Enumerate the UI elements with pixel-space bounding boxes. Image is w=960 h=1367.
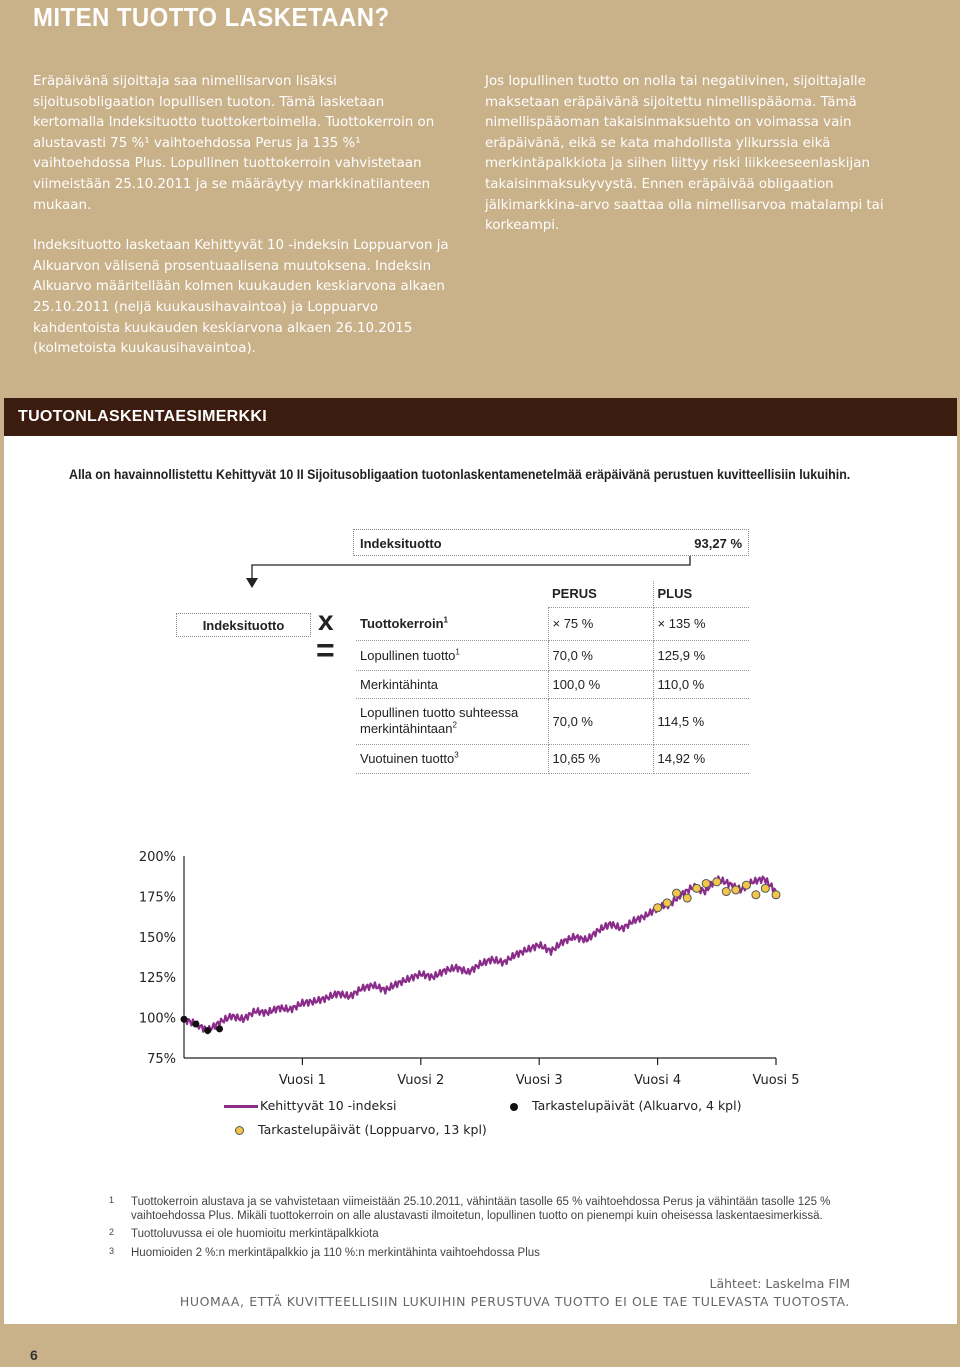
loppu-point [772, 891, 780, 899]
legend-alku-label: Tarkastelupäivät (Alkuarvo, 4 kpl) [532, 1098, 742, 1113]
y-tick-label: 200% [138, 850, 176, 865]
table-row: Lopullinen tuotto suhteessa merkintähintaan$^2$ 70,0 % 114,5 % [356, 698, 749, 744]
legend-line-swatch [224, 1105, 258, 1108]
alku-point [192, 1021, 199, 1028]
sources: Lähteet: Laskelma FIM [709, 1276, 850, 1291]
index-return-label: Indeksituotto [360, 536, 442, 551]
loppu-point [713, 878, 721, 886]
legend-line-item [224, 1098, 396, 1113]
loppu-point [693, 884, 701, 892]
row-label: Vuotuinen tuotto [360, 751, 455, 766]
loppu-point [673, 889, 681, 897]
row-perus: 70,0 % [548, 640, 653, 670]
col-plus: PLUS [653, 581, 749, 607]
row-perus: 100,0 % [548, 670, 653, 698]
row-perus: 70,0 % [548, 698, 653, 744]
x-tick-label: Vuosi 3 [515, 1073, 563, 1088]
legend-line-label: Kehittyvät 10 -indeksi [260, 1098, 397, 1113]
loppu-point [654, 904, 662, 912]
y-tick-label: 125% [138, 971, 176, 987]
row-plus: 14,92 % [653, 744, 749, 773]
loppu-point [702, 879, 710, 887]
alku-point [204, 1027, 211, 1034]
example-panel [4, 398, 957, 1324]
page-title: MITEN TUOTTO LASKETAAN? [33, 2, 390, 32]
row-label: Merkintähinta [360, 676, 439, 692]
alku-point [216, 1025, 223, 1032]
x-tick-label: Vuosi 4 [634, 1073, 682, 1088]
intro-paragraph: Jos lopullinen tuotto on nolla tai negatiivinen, sijoittajalle maksetaan eräpäivänä sijoitettu nimellispääoma. Tämä nimellispääoman takaisinmaksuehto on voimassa vain eräpäivänä, eikä se kata mahdollista ylikurssia eikä merkintäpalkkiota ja siihen liittyy riski liikkeeseenlaskijan takaisinmaksukyvystä. Ennen eräpäivää obligaation jälkimarkkina-arvo saattaa olla nimellisarvoa matalampi tai korkeampi. [485, 74, 884, 234]
y-tick-label: 75% [147, 1052, 176, 1067]
index-return-value: 93,27 % [694, 536, 742, 551]
footnote: 2 Tuottoluvussa ei ole huomioitu merkintäpalkkiota [109, 1227, 379, 1240]
index-return-left-box: Indeksituotto [176, 613, 311, 637]
footnotes [109, 1196, 869, 1265]
index-chart [4, 398, 957, 1098]
legend-loppu-swatch [235, 1126, 244, 1135]
loppu-point [742, 881, 750, 889]
y-tick-label: 150% [138, 930, 176, 946]
row-label: Tuottokerroin [360, 615, 444, 631]
table-row: Vuotuinen tuotto$^3$ 10,65 % 14,92 % [356, 744, 749, 773]
y-tick-label: 100% [138, 1011, 176, 1027]
loppu-point [752, 891, 760, 899]
loppu-point [663, 899, 671, 907]
intro-right-column [485, 72, 905, 257]
panel-subtitle: Alla on havainnollistettu Kehittyvät 10 II Sijoitusobligaation tuotonlaskentamenetelmää eräpäivänä perustuen kuvitteellisiin lukuihin. [69, 467, 851, 482]
intro-paragraph: Eräpäivänä sijoittaja saa nimellisarvon lisäksi sijoitusobligaation lopullisen tuoton. Tämä lasketaan kertomalla Indeksituotto tuottokertoimella. Tuottokerroin on alustavasti 75 %¹ vaihtoehdossa Perus ja 135 %¹ vaihtoehdossa Plus. Lopullinen tuottokerroin vahvistetaan viimeistään 25.10.2011 ja se määräytyy markkinatilanteen mukaan. [33, 74, 435, 213]
legend-loppu-label: Tarkastelupäivät (Loppuarvo, 13 kpl) [258, 1122, 487, 1137]
disclaimer-note: HUOMAA, ETTÄ KUVITTEELLISIIN LUKUIHIN PERUSTUVA TUOTTO EI OLE TAE TULEVASTA TUOTOSTA. [179, 1294, 850, 1309]
loppu-point [722, 888, 730, 896]
row-plus: × 135 % [653, 607, 749, 640]
multiply-icon: x [318, 605, 334, 636]
alku-point [181, 1016, 188, 1023]
legend-loppu-item [235, 1122, 487, 1137]
intro-paragraph: Indeksituotto lasketaan Kehittyvät 10 -indeksin Loppuarvon ja Alkuarvon välisenä prosentuaalisena muutoksena. Indeksin Alkuarvo määritellään kolmen kuukauden keskiarvona alkaen 25.10.2011 (neljä kuukausihavaintoa) ja Loppuarvo kahdentoista kuukauden keskiarvona alkaen 26.10.2015 (kolmetoista kuukausihavaintoa). [33, 238, 449, 357]
row-perus: 10,65 % [548, 744, 653, 773]
col-perus: PERUS [548, 581, 653, 607]
legend-alku-item [510, 1098, 741, 1113]
table-row: Tuottokerroin$^1$ × 75 % × 135 % [356, 607, 749, 640]
row-plus: 110,0 % [653, 670, 749, 698]
intro-left-column [33, 72, 453, 380]
loppu-point [732, 886, 740, 894]
footnote: 3 Huomioiden 2 %:n merkintäpalkkio ja 110 %:n merkintähinta vaihtoehdossa Plus [109, 1245, 540, 1259]
y-tick-label: 175% [138, 890, 176, 906]
equals-icon: = [316, 632, 335, 668]
x-tick-label: Vuosi 1 [278, 1073, 326, 1088]
row-plus: 125,9 % [653, 640, 749, 670]
page-number: 6 [30, 1347, 38, 1363]
row-plus: 114,5 % [653, 698, 749, 744]
loppu-point [761, 884, 769, 892]
table-row: Lopullinen tuotto$^1$ 70,0 % 125,9 % [356, 640, 749, 670]
loppu-point [683, 894, 691, 902]
row-label: Lopullinen tuotto [360, 647, 456, 663]
x-tick-label: Vuosi 2 [397, 1073, 445, 1088]
legend-alku-swatch [510, 1103, 518, 1111]
row-perus: × 75 % [548, 607, 653, 640]
x-tick-label: Vuosi 5 [752, 1073, 800, 1088]
panel-header-title: TUOTONLASKENTAESIMERKKI [18, 408, 267, 425]
footnote: 1 Tuottokerroin alustava ja se vahvistetaan viimeistään 25.10.2011, vähintään tasolle 65 % vaihtoehdossa Perus ja vähintään tasolle 125 % vaihtoehdossa Plus. Mikäli tuottokerroin on alle alustavasti ilmoitetun, lopullinen tuotto on pienempi kuin oheisessa laskentaesimerkissä. [109, 1195, 831, 1222]
row-label: Lopullinen tuotto suhteessa merkintähintaan [360, 705, 519, 736]
